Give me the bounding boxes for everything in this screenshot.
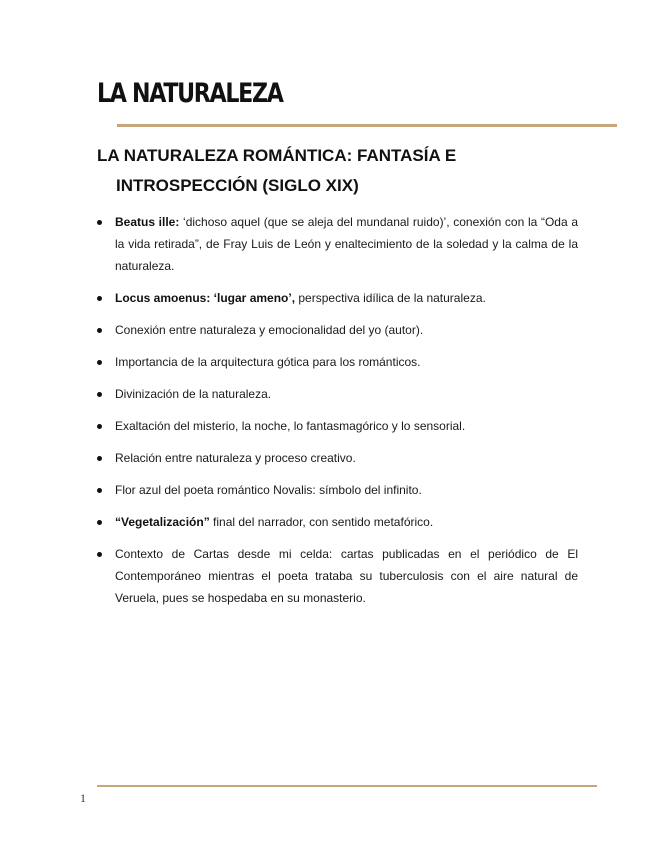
list-item (97, 211, 578, 277)
bullet-text: final del narrador, con sentido metafórico. (209, 515, 434, 529)
bullet-text: Exaltación del misterio, la noche, lo fantasmagórico y lo sensorial. (115, 419, 466, 433)
section-heading: LA NATURALEZA ROMÁNTICA: FANTASÍA E INTROSPECCIÓN (SIGLO XIX) (97, 146, 457, 195)
list-item (97, 319, 578, 341)
bullet-text: Conexión entre naturaleza y emocionalidad del yo (autor). (115, 323, 424, 337)
bullet-text: Relación entre naturaleza y proceso creativo. (115, 451, 356, 465)
list-item (97, 479, 578, 501)
bullet-text: ‘dichoso aquel (que se aleja del mundanal ruido)’, conexión con la “Oda a la vida retirada”, de Fray Luis de León y enaltecimiento de la soledad y la calma de la naturaleza. (115, 215, 578, 273)
bullet-text: perspectiva idílica de la naturaleza. (295, 291, 486, 305)
bullet-text: Flor azul del poeta romántico Novalis: símbolo del infinito. (115, 483, 422, 497)
list-item (97, 287, 578, 309)
bullet-bold-text: “Vegetalización” (115, 515, 210, 529)
bullet-text: Importancia de la arquitectura gótica para los románticos. (115, 355, 421, 369)
bullet-text: Contexto de Cartas desde mi celda: cartas publicadas en el periódico de El Contemporáneo mientras el poeta trataba su tuberculosis con el aire natural de Veruela, pues se hospedaba en su monasterio. (115, 547, 578, 605)
page-title: LA NATURALEZA (97, 78, 283, 109)
list-item (97, 543, 578, 609)
header-divider (117, 124, 617, 127)
bullet-bold-text: Beatus ille: (115, 215, 180, 229)
list-item (97, 415, 578, 437)
bullet-bold-text: Locus amoenus: ‘lugar ameno’, (115, 291, 296, 305)
footer-divider (97, 785, 597, 787)
list-item (97, 511, 578, 533)
list-item (97, 447, 578, 469)
list-item (97, 383, 578, 405)
list-item (97, 351, 578, 373)
bullet-list (97, 211, 578, 619)
bullet-text: Divinización de la naturaleza. (115, 387, 272, 401)
page-number: 1 (80, 791, 86, 805)
